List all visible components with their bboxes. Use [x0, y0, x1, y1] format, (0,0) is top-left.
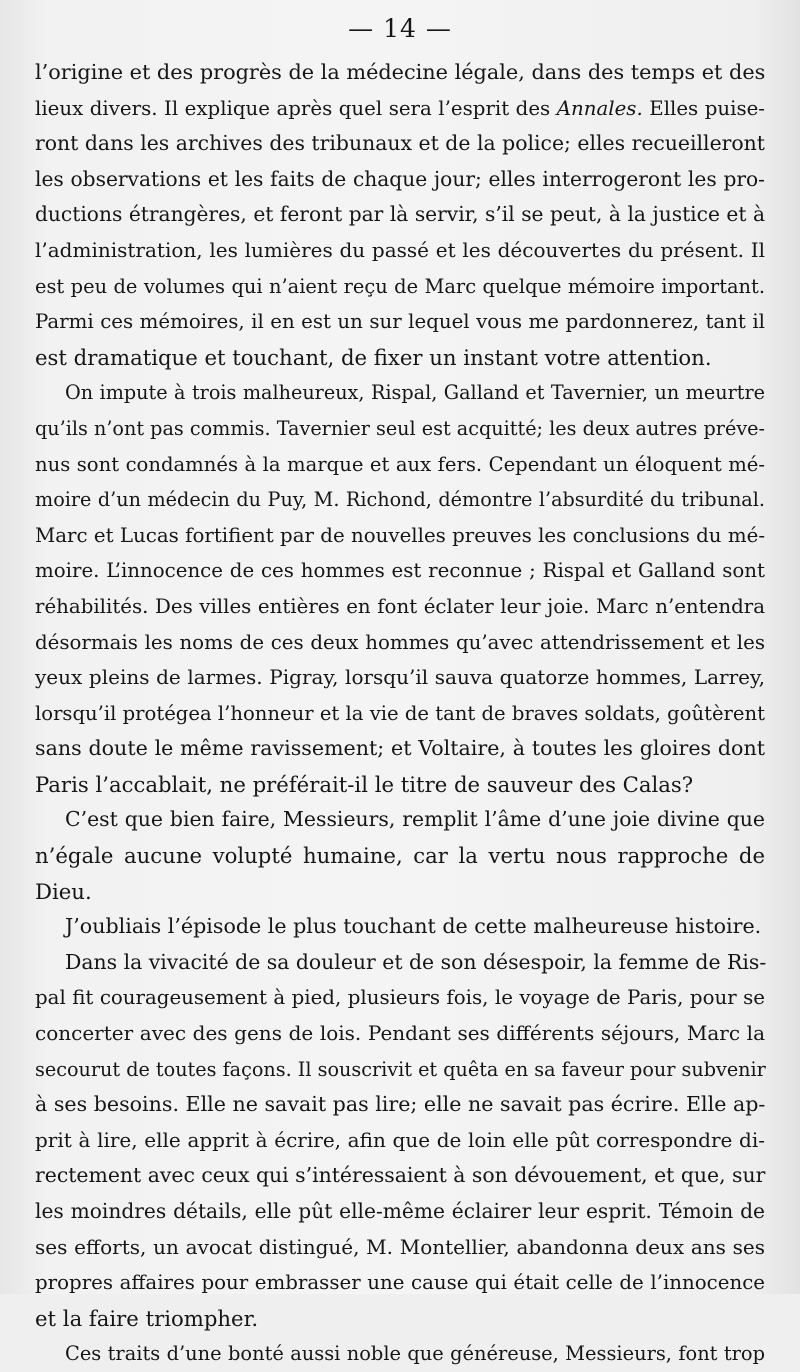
text-line: Dieu. — [35, 878, 92, 904]
text-line: l’administration, les lumières du passé et les découvertes du présent. Il — [35, 237, 765, 262]
paragraph-1 — [35, 55, 765, 375]
text-line: lieux divers. Il explique après quel sera l’esprit des Annales. Elles puise- — [35, 96, 765, 120]
text-line: yeux pleins de larmes. Pigray, lorsqu’il sauva quatorze hommes, Larrey, — [35, 665, 765, 690]
text-line: Marc et Lucas fortifient par de nouvelles preuves les conclusions du mé- — [35, 523, 765, 547]
text-line: qu’ils n’ont pas commis. Tavernier seul est acquitté; les deux autres préve- — [35, 416, 765, 440]
paragraph-3 — [35, 802, 765, 909]
text-line: Dans la vivacité de sa douleur et de son désespoir, la femme de Ris- — [65, 949, 767, 974]
text-line: moire. L’innocence de ces hommes est reconnue ; Rispal et Galland sont — [35, 559, 765, 583]
text-line: l’origine et des progrès de la médecine légale, dans des temps et des — [35, 60, 766, 84]
text-line: lorsqu’il protégea l’honneur et la vie de tant de braves soldats, goûtèrent — [35, 701, 766, 725]
paragraph-4 — [35, 909, 765, 945]
text-line: moire d’un médecin du Puy, M. Richond, démontre l’absurdité du tribunal. — [35, 488, 765, 512]
paragraph-5 — [35, 945, 765, 1337]
text-line: à ses besoins. Elle ne savait pas lire; elle ne savait pas écrire. Elle ap- — [35, 1092, 766, 1117]
paragraph-2 — [35, 375, 765, 802]
text-line: ses efforts, un avocat distingué, M. Montellier, abandonna deux ans ses — [35, 1234, 765, 1259]
text-line: les observations et les faits de chaque jour; elles interrogeront les pro- — [35, 166, 765, 191]
text-line: C’est que bien faire, Messieurs, remplit l’âme d’une joie divine que — [65, 807, 765, 832]
text-line: propres affaires pour embrasser une cause qui était celle de l’innocence — [35, 1271, 765, 1295]
text-line: ront dans les archives des tribunaux et de la police; elles recueilleront — [35, 131, 765, 156]
paragraph-6 — [35, 1336, 765, 1372]
text-line: Paris l’accablait, ne préférait-il le titre de sauveur des Calas? — [35, 771, 694, 797]
text-line: désormais les noms de ces deux hommes qu’avec attendrissement et les — [35, 630, 765, 654]
text-line: nus sont condamnés à la marque et aux fers. Cependant un éloquent mé- — [35, 452, 765, 476]
text-line: On impute à trois malheureux, Rispal, Galland et Tavernier, un meurtre — [65, 381, 765, 405]
text-line: réhabilités. Des villes entières en font éclater leur joie. Marc n’entendra — [35, 594, 765, 618]
text-line: rectement avec ceux qui s’intéressaient à son dévouement, et que, sur — [35, 1163, 766, 1188]
text-line: est peu de volumes qui n’aient reçu de Marc quelque mémoire important. — [35, 274, 765, 298]
text-line: Parmi ces mémoires, il en est un sur lequel vous me pardonnerez, tant il — [35, 310, 765, 334]
text-line: n’égale aucune volupté humaine, car la vertu nous rapproche de — [35, 843, 765, 869]
text-line: les moindres détails, elle pût elle-même éclairer leur esprit. Témoin de — [35, 1199, 765, 1223]
text-line: est dramatique et touchant, de fixer un instant votre attention. — [35, 344, 712, 370]
text-line: J’oubliais l’épisode le plus touchant de cette malheureuse histoire. — [65, 914, 762, 939]
text-line: secourut de toutes façons. Il souscrivit et quêta en sa faveur pour subvenir — [35, 1057, 766, 1081]
italic-title: Annales. — [556, 96, 643, 120]
text-line: sans doute le même ravissement; et Voltaire, à toutes les gloires dont — [35, 736, 765, 761]
text-line: et la faire triompher. — [35, 1305, 259, 1331]
page-number: — 14 — — [348, 14, 452, 43]
text-line: ductions étrangères, et feront par là servir, s’il se peut, à la justice et à — [35, 202, 765, 227]
body-text — [35, 55, 765, 1372]
text-line: Ces traits d’une bonté aussi noble que généreuse, Messieurs, font trop — [65, 1342, 765, 1366]
text-line: concerter avec des gens de lois. Pendant ses différents séjours, Marc la — [35, 1021, 765, 1046]
text-line: pal fit courageusement à pied, plusieurs fois, le voyage de Paris, pour se — [35, 986, 765, 1010]
text-line: prit à lire, elle apprit à écrire, afin que de loin elle pût correspondre di- — [35, 1127, 765, 1152]
